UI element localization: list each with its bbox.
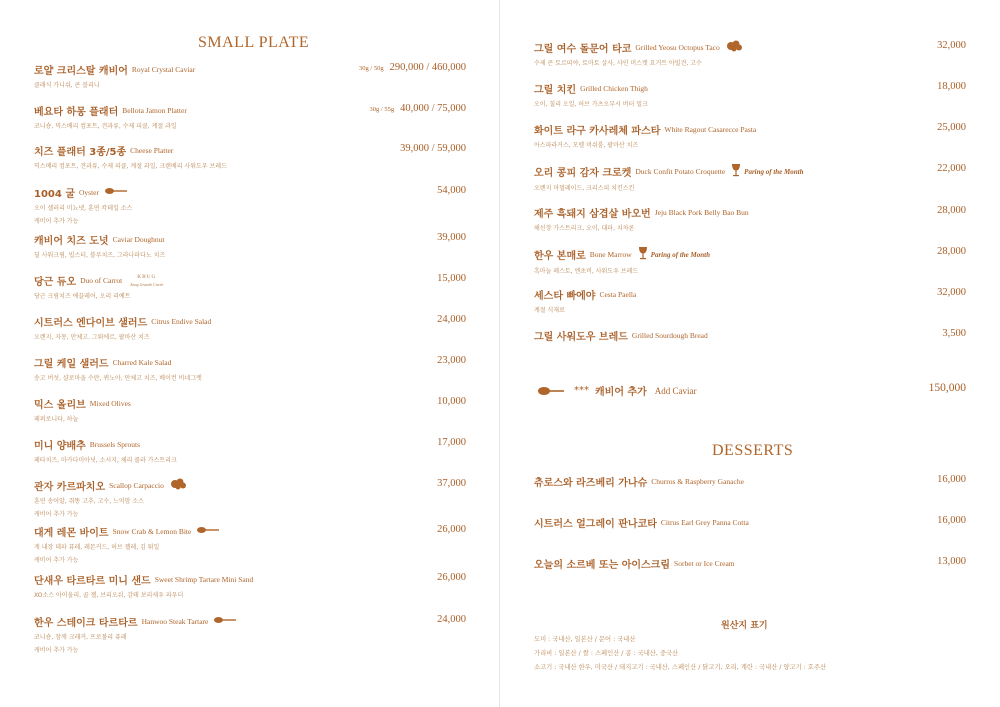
item-price-block bbox=[937, 40, 966, 51]
menu-item bbox=[34, 185, 466, 225]
item-name-kr: 당근 듀오 bbox=[34, 277, 77, 288]
caviar-spoon-icon bbox=[214, 616, 236, 627]
item-name-line bbox=[34, 232, 466, 247]
item-price-block bbox=[437, 355, 466, 366]
item-description: 해선장 가스트리크, 오이, 대파, 치차론 bbox=[534, 225, 635, 232]
item-description: 수제 콘 토르띠야, 토마토 살사, 샤인 머스캣 요거트 아빌견, 고수 bbox=[534, 60, 702, 67]
menu-item bbox=[534, 122, 966, 149]
item-price-block bbox=[437, 314, 466, 325]
item-name-en: Snow Crab & Lemon Bite bbox=[112, 527, 192, 536]
item-price: 24,000 bbox=[437, 314, 466, 325]
desserts-title: DESSERTS bbox=[712, 442, 794, 459]
item-price-block bbox=[937, 287, 966, 298]
item-price: 25,000 bbox=[937, 122, 966, 133]
item-name-en: Grilled Sourdough Bread bbox=[631, 331, 708, 340]
menu-item bbox=[34, 524, 466, 564]
item-name-kr: 관자 카르파치오 bbox=[34, 482, 106, 493]
item-description: 오이 셀러리 미뇨넷, 훈연 칵테일 소스 bbox=[34, 205, 133, 212]
item-description: 딜 사워크림, 빕스터, 블루치즈, 그라나파다노 치즈 bbox=[34, 252, 166, 259]
item-name-en: Churros & Raspberry Ganache bbox=[651, 477, 744, 486]
item-price-block bbox=[437, 614, 466, 625]
item-name-en: Royal Crystal Caviar bbox=[131, 65, 196, 74]
item-description: 캐비어 추가 가능 bbox=[34, 511, 79, 518]
item-price: 28,000 bbox=[937, 246, 966, 257]
item-price-block bbox=[437, 396, 466, 407]
krug-logo-icon bbox=[130, 274, 163, 288]
item-price-block bbox=[937, 163, 966, 174]
item-name-line bbox=[534, 122, 966, 137]
item-name-line bbox=[534, 40, 966, 55]
menu-item bbox=[534, 205, 966, 232]
item-name-en: Grilled Yeosu Octopus Taco bbox=[635, 43, 720, 52]
menu-item bbox=[34, 572, 466, 599]
item-name-en: Duo of Carrot bbox=[80, 276, 123, 285]
menu-item bbox=[534, 328, 966, 343]
item-price-block bbox=[437, 524, 466, 535]
item-price: 22,000 bbox=[937, 163, 966, 174]
item-price: 290,000 / 460,000 bbox=[389, 62, 466, 73]
item-price-block bbox=[359, 62, 466, 73]
item-description: 오이, 칠리 오일, 허브 가츠오부시 버터 밀크 bbox=[534, 101, 648, 108]
item-name-line bbox=[34, 614, 466, 629]
item-name-en: Hanwoo Steak Tartare bbox=[141, 617, 209, 626]
item-name-line bbox=[534, 81, 966, 96]
add-caviar-row bbox=[538, 381, 966, 400]
item-name-en: Sweet Shrimp Tartare Mini Sand bbox=[154, 575, 254, 584]
small-plate-title: SMALL PLATE bbox=[198, 34, 310, 51]
item-price: 13,000 bbox=[937, 556, 966, 567]
menu-item bbox=[34, 614, 466, 654]
item-name-en: Sorbet or Ice Cream bbox=[674, 559, 735, 568]
item-name-kr: 대게 레몬 바이트 bbox=[34, 528, 109, 539]
item-price-block bbox=[937, 515, 966, 526]
item-name-line bbox=[534, 163, 966, 180]
item-price: 18,000 bbox=[937, 81, 966, 92]
item-description: 코니숑, 참깨 크래커, 프로볼리 퓨레 bbox=[34, 634, 127, 641]
item-name-kr: 시트러스 얼그레이 판나코타 bbox=[534, 519, 657, 530]
item-price: 24,000 bbox=[437, 614, 466, 625]
item-name-kr: 단새우 타르타르 미니 샌드 bbox=[34, 576, 151, 587]
item-description: 페타치즈, 마카다미아넛, 소시지, 체리 콜라 가스트리크 bbox=[34, 457, 177, 464]
menu-item bbox=[34, 314, 466, 341]
item-name-en: Caviar Doughnut bbox=[112, 235, 165, 244]
add-caviar-kr: 캐비어 추가 bbox=[595, 387, 647, 398]
item-price: 32,000 bbox=[937, 287, 966, 298]
item-name-line bbox=[534, 205, 966, 220]
item-price-block bbox=[437, 185, 466, 196]
item-name-line bbox=[34, 396, 466, 411]
item-name-en: Grilled Chicken Thigh bbox=[580, 84, 648, 93]
item-name-line bbox=[534, 287, 966, 302]
item-description: 믹스베리 컴포트, 견과류, 수제 피클, 계절 과일, 크랜베리 사워도우 브레드 bbox=[34, 163, 227, 170]
item-description: 오렌지 마멀레이드, 크리스피 치킨스킨 bbox=[534, 185, 635, 192]
item-description: 캐비어 추가 가능 bbox=[34, 557, 79, 564]
item-price-block bbox=[437, 437, 466, 448]
item-name-line bbox=[34, 355, 466, 370]
menu-item bbox=[34, 437, 466, 464]
item-name-line bbox=[34, 524, 466, 539]
item-description: 아스파라거스, 모렐 머쉬룸, 팔마산 치즈 bbox=[534, 142, 639, 149]
item-name-kr: 오리 콩피 감자 크로켓 bbox=[534, 168, 632, 179]
item-price: 10,000 bbox=[437, 396, 466, 407]
item-name-kr: 한우 스테이크 타르타르 bbox=[34, 618, 138, 629]
caviar-spoon-icon bbox=[197, 526, 219, 537]
menu-item bbox=[34, 273, 466, 300]
dessert-item bbox=[534, 556, 966, 571]
caviar-spoon-icon bbox=[538, 381, 564, 400]
item-name-en: Cesta Paella bbox=[599, 290, 637, 299]
item-price: 17,000 bbox=[437, 437, 466, 448]
add-caviar-stars: *** bbox=[574, 385, 589, 396]
item-price-block bbox=[437, 478, 466, 489]
item-price-block bbox=[937, 474, 966, 485]
caviar-spoon-icon bbox=[105, 187, 127, 198]
item-name-line bbox=[534, 328, 966, 343]
item-name-en: Bone Marrow bbox=[589, 250, 632, 259]
item-name-kr: 로얄 크리스탈 캐비어 bbox=[34, 66, 128, 77]
item-name-en: Mixed Olives bbox=[89, 399, 131, 408]
item-price-block bbox=[937, 122, 966, 133]
origin-line: 소고기 : 국내산 한우, 미국산 / 돼지고기 : 국내산, 스페인산 / 닭고기, 오리, 계란 : 국내산 / 양고기 : 호주산 bbox=[534, 664, 827, 671]
truffle-icon bbox=[170, 478, 188, 493]
item-price-block bbox=[437, 572, 466, 583]
item-name-line bbox=[34, 478, 466, 493]
item-name-line bbox=[34, 273, 466, 288]
item-description: 캐비어 추가 가능 bbox=[34, 218, 79, 225]
item-name-kr: 시트러스 엔다이브 샐러드 bbox=[34, 318, 148, 329]
item-description: 당근 크림치즈 에끌레어, 오리 리예트 bbox=[34, 293, 131, 300]
menu-item bbox=[534, 81, 966, 108]
item-price-block bbox=[937, 246, 966, 257]
item-price: 39,000 bbox=[437, 232, 466, 243]
item-description: 코니숑, 믹스베리 컴포트, 견과류, 수제 피클, 계절 과일 bbox=[34, 123, 177, 130]
item-name-kr: 한우 본매로 bbox=[534, 251, 586, 262]
item-description: 훈연 송어알, 쥐똥 고추, 고수, 느억맘 소스 bbox=[34, 498, 144, 505]
item-price: 23,000 bbox=[437, 355, 466, 366]
item-price-block bbox=[942, 328, 966, 339]
item-name-kr: 그릴 여수 돌문어 타코 bbox=[534, 44, 632, 55]
item-price: 16,000 bbox=[937, 515, 966, 526]
item-price-block bbox=[437, 232, 466, 243]
item-name-en: Charred Kale Salad bbox=[112, 358, 172, 367]
item-name-line bbox=[534, 246, 966, 263]
item-name-kr: 그릴 사워도우 브레드 bbox=[534, 332, 628, 343]
item-price: 32,000 bbox=[937, 40, 966, 51]
item-name-line bbox=[34, 572, 466, 587]
item-name-kr: 제주 흑돼지 삼겹살 바오번 bbox=[534, 209, 651, 220]
item-name-kr: 믹스 올리브 bbox=[34, 400, 86, 411]
item-description: 게 내장 데파 퓨레, 레몬커드, 허브 젤레, 김 튀일 bbox=[34, 544, 160, 551]
item-price: 37,000 bbox=[437, 478, 466, 489]
item-name-en: Oyster bbox=[78, 188, 99, 197]
add-caviar-price: 150,000 bbox=[928, 382, 966, 394]
item-name-en: White Ragout Casarecce Pasta bbox=[664, 125, 757, 134]
menu-item bbox=[34, 62, 466, 89]
item-name-kr: 오늘의 소르베 또는 아이스크림 bbox=[534, 560, 671, 571]
item-name-line bbox=[534, 515, 966, 530]
item-name-line bbox=[34, 185, 466, 200]
menu-item bbox=[34, 232, 466, 259]
item-description: XO소스 아이올리, 골 젤, 브리오쉬, 감태 보리새우 파우더 bbox=[34, 592, 184, 599]
item-name-line bbox=[34, 437, 466, 452]
item-price-block bbox=[937, 556, 966, 567]
item-name-kr: 베요타 하몽 플래터 bbox=[34, 107, 119, 118]
item-description: 오렌지, 자몽, 만체고. 그뤼에르, 팔마산 치즈 bbox=[34, 334, 150, 341]
item-name-kr: 츄로스와 라즈베리 가나슈 bbox=[534, 478, 648, 489]
truffle-icon bbox=[726, 40, 744, 55]
wine-glass-icon bbox=[731, 163, 741, 180]
item-name-line bbox=[534, 556, 966, 571]
item-description: 캐비어 추가 가능 bbox=[34, 647, 79, 654]
origin-line: 도미 : 국내산, 일본산 / 문어 : 국내산 bbox=[534, 636, 636, 643]
item-price: 40,000 / 75,000 bbox=[400, 103, 466, 114]
item-price: 39,000 / 59,000 bbox=[400, 143, 466, 154]
item-name-en: Citrus Earl Grey Panna Cotta bbox=[660, 518, 749, 527]
menu-item bbox=[34, 478, 466, 518]
menu-item bbox=[534, 40, 966, 67]
item-description: 흑마늘 페스토, 엔초비, 사워도우 브레드 bbox=[534, 268, 639, 275]
item-price-block bbox=[937, 81, 966, 92]
menu-item bbox=[534, 246, 966, 275]
wine-glass-icon bbox=[638, 246, 648, 263]
item-name-en: Jeju Black Pork Belly Bao Bun bbox=[654, 208, 749, 217]
menu-item bbox=[34, 355, 466, 382]
item-description: 클래식 가니쉬, 콘 블리니 bbox=[34, 82, 100, 89]
menu-item bbox=[34, 143, 466, 170]
pairing-label: Paring of the Month bbox=[744, 167, 804, 176]
item-name-en: Bellota Jamon Platter bbox=[122, 106, 187, 115]
menu-item bbox=[34, 396, 466, 423]
menu-item bbox=[534, 287, 966, 314]
item-weight: 30g / 55g bbox=[369, 106, 395, 113]
item-description: 계절 식재료 bbox=[534, 307, 565, 314]
origin-line: 가리비 : 일본산 / 쌀 : 스페인산 / 콩 : 국내산, 중국산 bbox=[534, 650, 679, 657]
krug-logo-bottom: Krug Grande Cuvée bbox=[130, 281, 164, 287]
origin-title: 원산지 표기 bbox=[721, 621, 768, 631]
item-name-en: Cheese Platter bbox=[130, 146, 174, 155]
item-name-line bbox=[534, 474, 966, 489]
item-name-kr: 1004 굴 bbox=[34, 189, 75, 200]
item-name-en: Citrus Endive Salad bbox=[151, 317, 212, 326]
item-name-kr: 그릴 치킨 bbox=[534, 85, 577, 96]
item-name-kr: 그릴 케일 샐러드 bbox=[34, 359, 109, 370]
item-name-kr: 미니 양배추 bbox=[34, 441, 86, 452]
item-price-block bbox=[937, 205, 966, 216]
add-caviar-en: Add Caviar bbox=[654, 385, 697, 396]
menu-item bbox=[34, 103, 466, 130]
item-price-block bbox=[370, 103, 466, 114]
right-menu-page bbox=[500, 0, 1000, 707]
item-price: 15,000 bbox=[437, 273, 466, 284]
item-price: 26,000 bbox=[437, 572, 466, 583]
menu-item bbox=[534, 163, 966, 192]
item-name-kr: 캐비어 치즈 도넛 bbox=[34, 236, 109, 247]
item-name-en: Brussels Sprouts bbox=[89, 440, 141, 449]
item-price-block bbox=[437, 273, 466, 284]
item-price: 26,000 bbox=[437, 524, 466, 535]
item-name-kr: 화이트 라구 카사레체 파스타 bbox=[534, 126, 661, 137]
item-price-block bbox=[400, 143, 466, 154]
dessert-item bbox=[534, 515, 966, 530]
krug-logo-top: KRUG bbox=[137, 274, 157, 280]
item-price: 16,000 bbox=[937, 474, 966, 485]
item-name-en: Duck Confit Potato Croquette bbox=[635, 167, 726, 176]
item-price: 28,000 bbox=[937, 205, 966, 216]
item-description: 송고 버섯, 샬로마을 수란, 퀴노아, 만체고 치즈, 베이컨 비네그렛 bbox=[34, 375, 202, 382]
item-description: 페퍼로니타, 하늘 bbox=[34, 416, 79, 423]
item-price: 54,000 bbox=[437, 185, 466, 196]
dessert-item bbox=[534, 474, 966, 489]
item-name-kr: 세스타 빠에야 bbox=[534, 291, 596, 302]
pairing-label: Paring of the Month bbox=[650, 250, 710, 259]
item-name-en: Scallop Carpaccio bbox=[109, 481, 164, 490]
item-name-kr: 치즈 플래터 3종/5종 bbox=[34, 147, 127, 158]
item-weight: 30g / 50g bbox=[359, 65, 384, 72]
item-price: 3,500 bbox=[942, 328, 966, 339]
item-name-line bbox=[34, 314, 466, 329]
